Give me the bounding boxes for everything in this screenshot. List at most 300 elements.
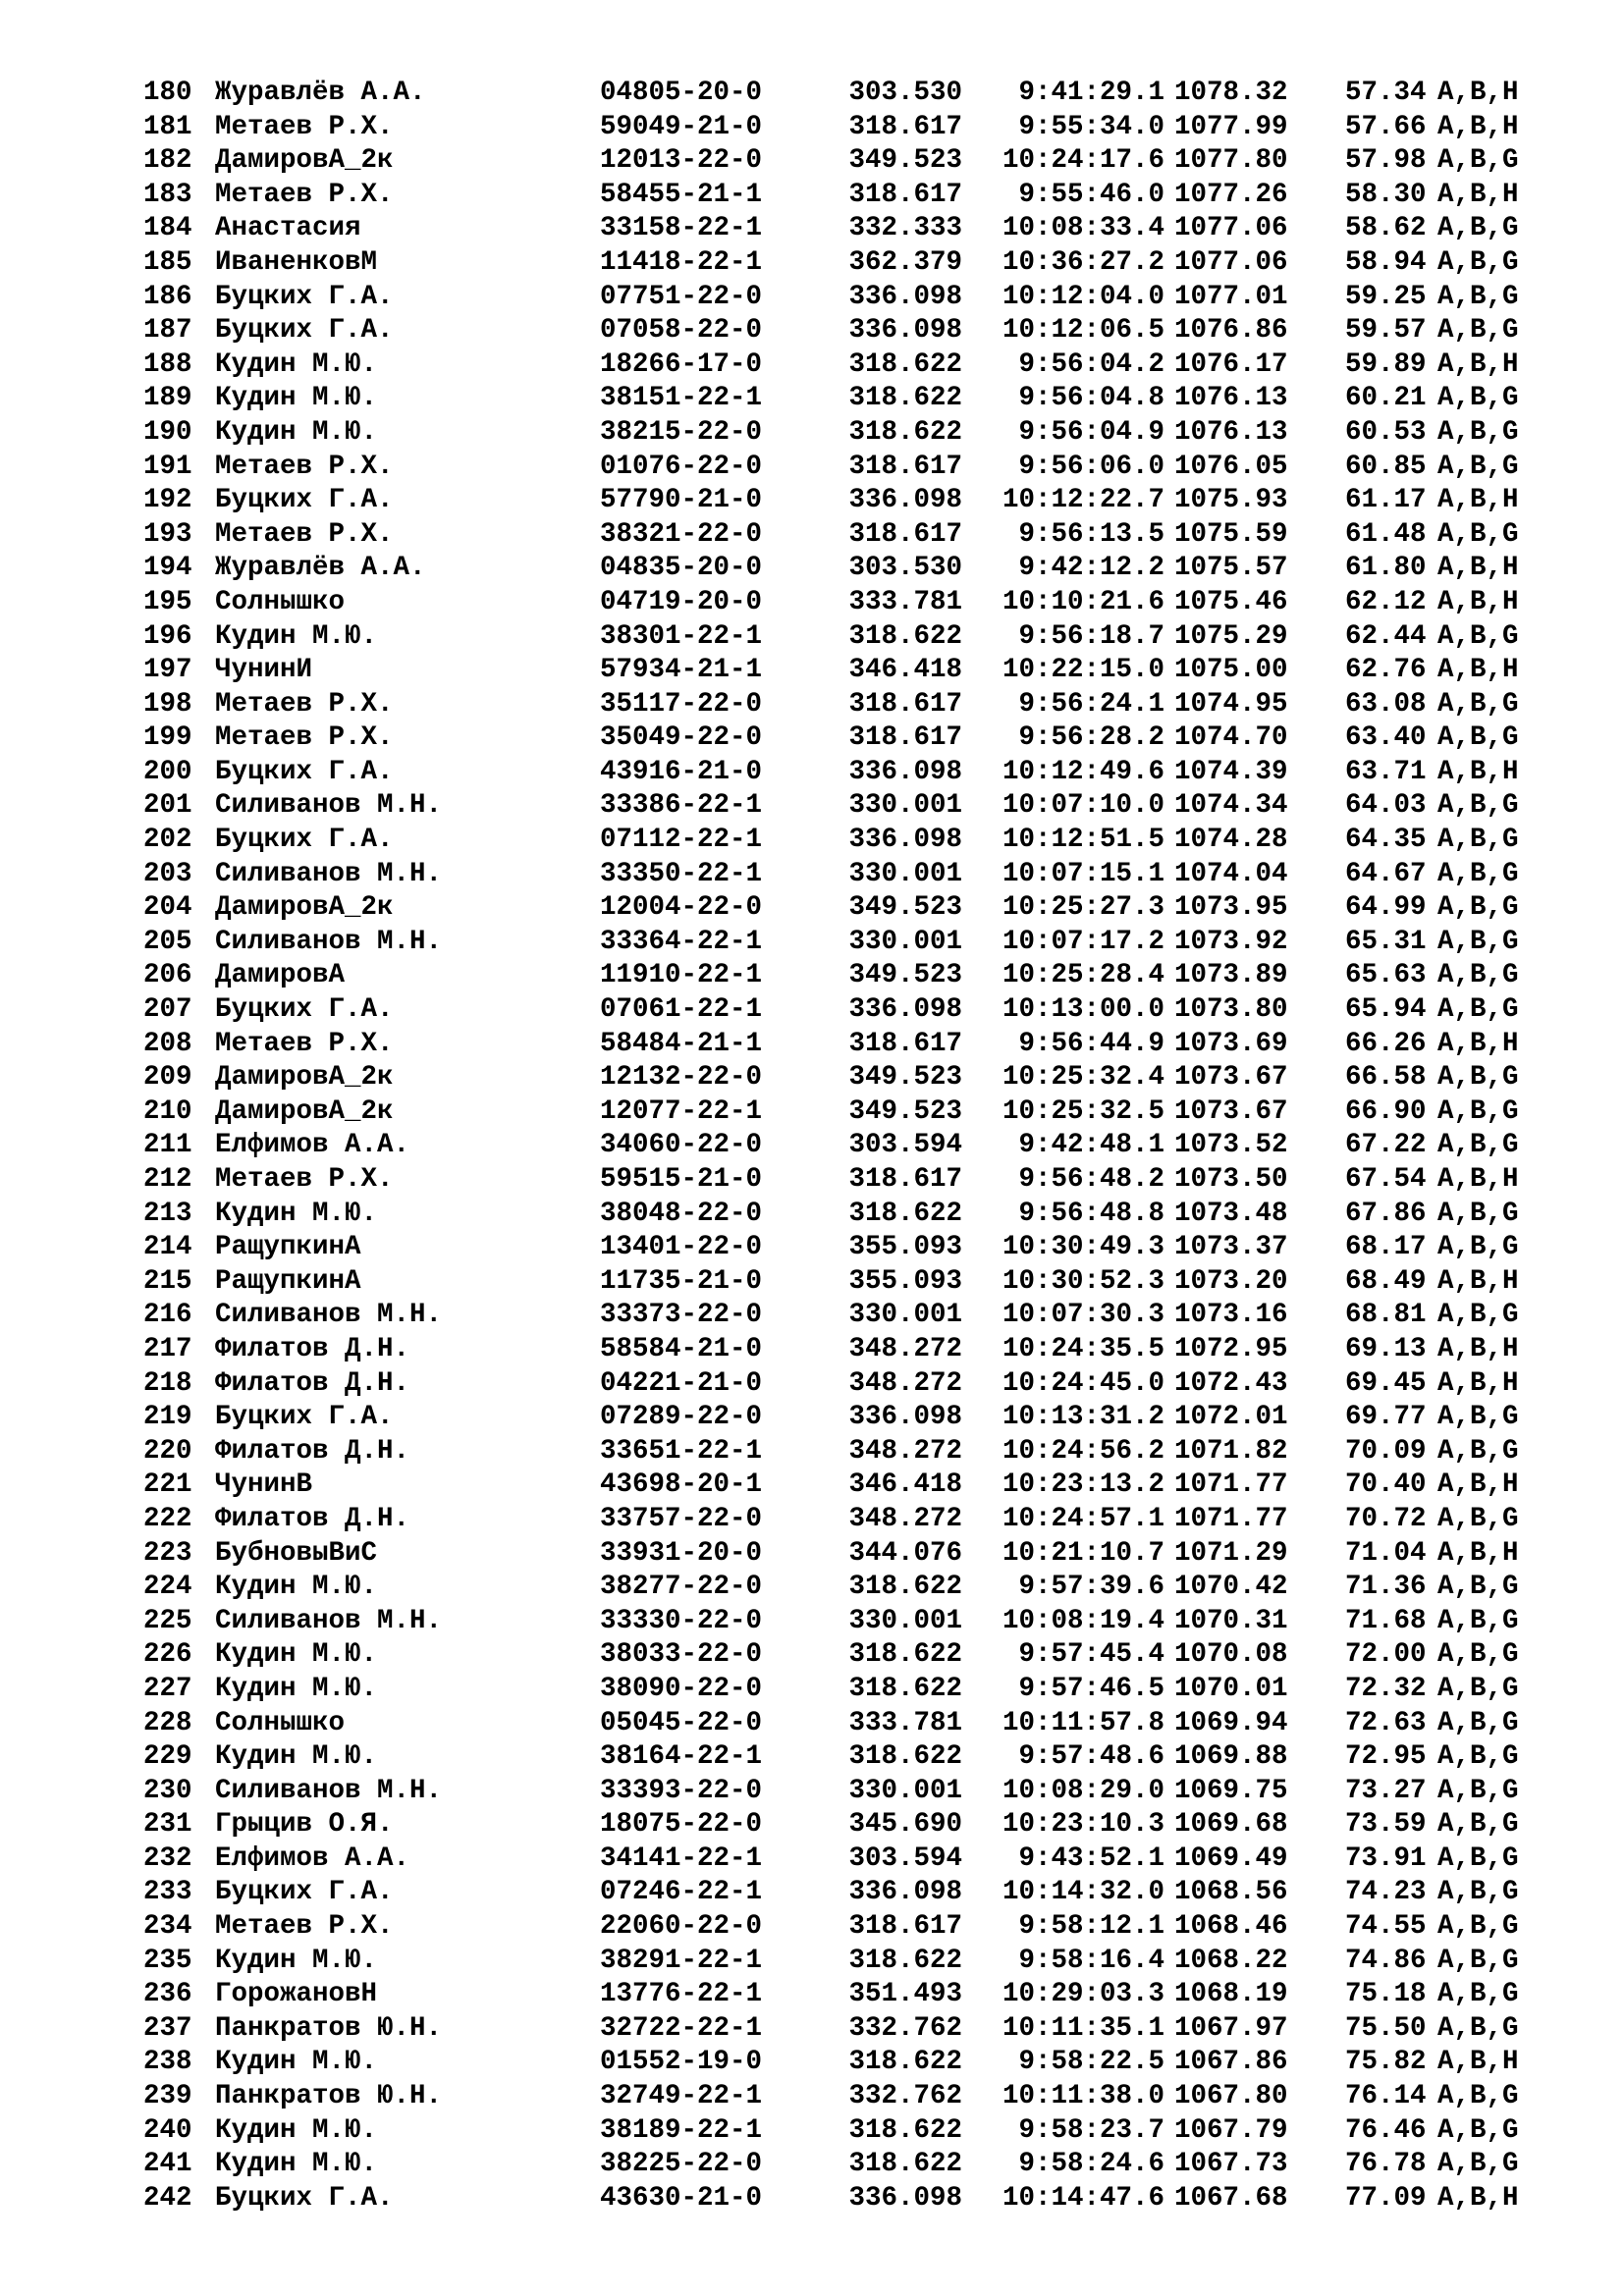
ring-number: 59515-21-0 [600,1164,763,1195]
distance: 330.001 [848,1775,962,1806]
distance: 303.594 [848,1130,962,1161]
coefficient: 68.81 [1345,1300,1427,1331]
place-number: 223 [143,1537,192,1569]
coefficient: 72.95 [1345,1741,1427,1773]
place-number: 236 [143,1979,192,2010]
result-row [0,620,1624,655]
coefficient: 73.91 [1345,1842,1427,1874]
speed: 1073.67 [1174,1062,1288,1094]
coefficient: 65.31 [1345,926,1427,957]
classes: A,B,G [1437,1842,1519,1874]
owner-name: Метаев Р.Х. [215,688,394,720]
result-row [0,1740,1624,1775]
result-row [0,1978,1624,2012]
speed: 1067.73 [1174,2149,1288,2180]
owner-name: Филатов Д.Н. [215,1503,410,1534]
ring-number: 38215-22-0 [600,416,763,448]
speed: 1070.31 [1174,1605,1288,1636]
speed: 1073.48 [1174,1198,1288,1229]
owner-name: ДамировА_2к [215,892,394,924]
classes: A,B,G [1437,1809,1519,1841]
classes: A,B,G [1437,926,1519,957]
result-row [0,144,1624,179]
place-number: 228 [143,1707,192,1738]
owner-name: Буцких Г.А. [215,825,394,856]
arrival-time: 10:24:35.5 [1001,1333,1164,1364]
result-row [0,1945,1624,1979]
result-row [0,484,1624,518]
owner-name: Кудин М.Ю. [215,2047,378,2078]
distance: 336.098 [848,2182,962,2214]
distance: 332.762 [848,2081,962,2112]
place-number: 203 [143,858,192,889]
arrival-time: 10:13:31.2 [1001,1402,1164,1433]
ring-number: 43698-20-1 [600,1469,763,1501]
arrival-time: 10:24:56.2 [1001,1435,1164,1467]
classes: A,B,H [1437,756,1519,787]
ring-number: 01552-19-0 [600,2047,763,2078]
arrival-time: 9:42:48.1 [1018,1130,1164,1161]
result-row [0,926,1624,960]
speed: 1068.22 [1174,1945,1288,1976]
result-row [0,1435,1624,1469]
ring-number: 33364-22-1 [600,926,763,957]
result-row [0,1028,1624,1062]
result-row [0,1198,1624,1232]
result-row [0,314,1624,348]
distance: 318.622 [848,383,962,414]
place-number: 182 [143,145,192,177]
coefficient: 73.59 [1345,1809,1427,1841]
arrival-time: 10:25:27.3 [1001,892,1164,924]
speed: 1073.89 [1174,960,1288,991]
owner-name: Кудин М.Ю. [215,1741,378,1773]
result-row [0,1537,1624,1572]
arrival-time: 10:12:04.0 [1001,281,1164,312]
place-number: 240 [143,2114,192,2146]
speed: 1070.42 [1174,1572,1288,1603]
owner-name: Панкратов Ю.Н. [215,2081,443,2112]
result-row [0,2080,1624,2114]
place-number: 216 [143,1300,192,1331]
distance: 318.617 [848,1911,962,1943]
coefficient: 69.77 [1345,1402,1427,1433]
ring-number: 11910-22-1 [600,960,763,991]
classes: A,B,H [1437,111,1519,142]
speed: 1075.59 [1174,518,1288,550]
distance: 355.093 [848,1232,962,1263]
ring-number: 07751-22-0 [600,281,763,312]
classes: A,B,G [1437,451,1519,482]
result-row [0,1638,1624,1673]
arrival-time: 9:56:04.8 [1018,383,1164,414]
owner-name: Буцких Г.А. [215,994,394,1026]
speed: 1075.57 [1174,553,1288,584]
speed: 1073.50 [1174,1164,1288,1195]
distance: 336.098 [848,825,962,856]
classes: A,B,G [1437,1673,1519,1704]
classes: A,B,G [1437,1503,1519,1534]
coefficient: 72.32 [1345,1673,1427,1704]
distance: 332.762 [848,2012,962,2044]
arrival-time: 10:12:22.7 [1001,485,1164,516]
owner-name: Кудин М.Ю. [215,1639,378,1671]
coefficient: 67.22 [1345,1130,1427,1161]
speed: 1076.86 [1174,315,1288,347]
coefficient: 69.45 [1345,1367,1427,1399]
speed: 1074.34 [1174,790,1288,822]
coefficient: 58.62 [1345,213,1427,244]
owner-name: Кудин М.Ю. [215,383,378,414]
place-number: 215 [143,1265,192,1297]
place-number: 181 [143,111,192,142]
coefficient: 69.13 [1345,1333,1427,1364]
arrival-time: 10:12:49.6 [1001,756,1164,787]
classes: A,B,G [1437,213,1519,244]
speed: 1073.20 [1174,1265,1288,1297]
ring-number: 04835-20-0 [600,553,763,584]
distance: 348.272 [848,1367,962,1399]
arrival-time: 10:23:10.3 [1001,1809,1164,1841]
owner-name: Силиванов М.Н. [215,790,443,822]
distance: 330.001 [848,926,962,957]
result-row [0,789,1624,824]
distance: 318.622 [848,2149,962,2180]
classes: A,B,G [1437,1572,1519,1603]
classes: A,B,G [1437,620,1519,652]
arrival-time: 10:07:10.0 [1001,790,1164,822]
owner-name: Силиванов М.Н. [215,1775,443,1806]
distance: 303.530 [848,553,962,584]
speed: 1067.80 [1174,2081,1288,2112]
place-number: 213 [143,1198,192,1229]
classes: A,B,G [1437,1707,1519,1738]
classes: A,B,G [1437,1639,1519,1671]
speed: 1072.01 [1174,1402,1288,1433]
distance: 318.622 [848,1741,962,1773]
arrival-time: 10:12:51.5 [1001,825,1164,856]
arrival-time: 9:57:45.4 [1018,1639,1164,1671]
classes: A,B,G [1437,688,1519,720]
distance: 318.617 [848,1164,962,1195]
place-number: 229 [143,1741,192,1773]
place-number: 217 [143,1333,192,1364]
classes: A,B,G [1437,315,1519,347]
distance: 336.098 [848,485,962,516]
speed: 1070.01 [1174,1673,1288,1704]
arrival-time: 9:56:48.2 [1018,1164,1164,1195]
distance: 318.622 [848,1572,962,1603]
coefficient: 71.04 [1345,1537,1427,1569]
ring-number: 04221-21-0 [600,1367,763,1399]
owner-name: Метаев Р.Х. [215,1911,394,1943]
place-number: 185 [143,246,192,278]
ring-number: 13401-22-0 [600,1232,763,1263]
coefficient: 60.53 [1345,416,1427,448]
place-number: 237 [143,2012,192,2044]
distance: 336.098 [848,281,962,312]
distance: 318.622 [848,1639,962,1671]
speed: 1073.80 [1174,994,1288,1026]
ring-number: 12132-22-0 [600,1062,763,1094]
result-row [0,1673,1624,1707]
place-number: 209 [143,1062,192,1094]
speed: 1072.43 [1174,1367,1288,1399]
place-number: 225 [143,1605,192,1636]
result-row [0,824,1624,858]
coefficient: 59.89 [1345,348,1427,380]
distance: 348.272 [848,1503,962,1534]
coefficient: 64.67 [1345,858,1427,889]
distance: 318.617 [848,179,962,210]
place-number: 242 [143,2182,192,2214]
result-row [0,1095,1624,1130]
distance: 330.001 [848,858,962,889]
result-row [0,1605,1624,1639]
distance: 351.493 [848,1979,962,2010]
ring-number: 33386-22-1 [600,790,763,822]
place-number: 190 [143,416,192,448]
owner-name: Солнышко [215,1707,346,1738]
coefficient: 75.50 [1345,2012,1427,2044]
ring-number: 32722-22-1 [600,2012,763,2044]
owner-name: Кудин М.Ю. [215,348,378,380]
arrival-time: 9:58:22.5 [1018,2047,1164,2078]
classes: A,B,G [1437,1605,1519,1636]
ring-number: 38164-22-1 [600,1741,763,1773]
coefficient: 59.25 [1345,281,1427,312]
ring-number: 33350-22-1 [600,858,763,889]
owner-name: РащупкинА [215,1265,361,1297]
ring-number: 18266-17-0 [600,348,763,380]
arrival-time: 10:07:17.2 [1001,926,1164,957]
place-number: 194 [143,553,192,584]
place-number: 192 [143,485,192,516]
owner-name: Кудин М.Ю. [215,416,378,448]
result-row [0,1707,1624,1741]
result-row [0,654,1624,688]
result-row [0,586,1624,620]
arrival-time: 9:58:16.4 [1018,1945,1164,1976]
distance: 345.690 [848,1809,962,1841]
ring-number: 38189-22-1 [600,2114,763,2146]
result-row [0,416,1624,451]
owner-name: Буцких Г.А. [215,756,394,787]
arrival-time: 9:56:04.9 [1018,416,1164,448]
coefficient: 76.14 [1345,2081,1427,2112]
arrival-time: 10:10:21.6 [1001,586,1164,617]
distance: 332.333 [848,213,962,244]
arrival-time: 10:21:10.7 [1001,1537,1164,1569]
result-row [0,2148,1624,2182]
speed: 1068.56 [1174,1877,1288,1908]
arrival-time: 10:25:28.4 [1001,960,1164,991]
place-number: 239 [143,2081,192,2112]
ring-number: 38301-22-1 [600,620,763,652]
speed: 1077.06 [1174,213,1288,244]
ring-number: 11418-22-1 [600,246,763,278]
result-row [0,2114,1624,2149]
owner-name: Метаев Р.Х. [215,518,394,550]
ring-number: 59049-21-0 [600,111,763,142]
owner-name: ДамировА_2к [215,145,394,177]
result-row [0,281,1624,315]
result-row [0,1299,1624,1333]
distance: 333.781 [848,586,962,617]
classes: A,B,G [1437,1300,1519,1331]
coefficient: 57.66 [1345,111,1427,142]
arrival-time: 9:57:46.5 [1018,1673,1164,1704]
speed: 1076.13 [1174,416,1288,448]
ring-number: 33393-22-0 [600,1775,763,1806]
distance: 318.617 [848,688,962,720]
ring-number: 07246-22-1 [600,1877,763,1908]
owner-name: Панкратов Ю.Н. [215,2012,443,2044]
speed: 1069.49 [1174,1842,1288,1874]
classes: A,B,H [1437,1028,1519,1059]
speed: 1077.26 [1174,179,1288,210]
place-number: 204 [143,892,192,924]
arrival-time: 10:11:38.0 [1001,2081,1164,2112]
result-row [0,1265,1624,1300]
classes: A,B,G [1437,960,1519,991]
speed: 1073.92 [1174,926,1288,957]
owner-name: Силиванов М.Н. [215,1300,443,1331]
arrival-time: 10:12:06.5 [1001,315,1164,347]
place-number: 188 [143,348,192,380]
result-row [0,77,1624,111]
result-row [0,552,1624,586]
ring-number: 38090-22-0 [600,1673,763,1704]
speed: 1076.13 [1174,383,1288,414]
ring-number: 33330-22-0 [600,1605,763,1636]
ring-number: 35117-22-0 [600,688,763,720]
distance: 348.272 [848,1435,962,1467]
ring-number: 38321-22-0 [600,518,763,550]
coefficient: 58.94 [1345,246,1427,278]
owner-name: Елфимов А.А. [215,1130,410,1161]
result-row [0,1808,1624,1842]
arrival-time: 10:08:29.0 [1001,1775,1164,1806]
arrival-time: 10:11:35.1 [1001,2012,1164,2044]
ring-number: 04805-20-0 [600,78,763,108]
speed: 1075.46 [1174,586,1288,617]
coefficient: 62.76 [1345,655,1427,686]
arrival-time: 9:58:24.6 [1018,2149,1164,2180]
coefficient: 70.40 [1345,1469,1427,1501]
classes: A,B,G [1437,1945,1519,1976]
place-number: 207 [143,994,192,1026]
result-row [0,959,1624,993]
owner-name: Метаев Р.Х. [215,179,394,210]
coefficient: 62.12 [1345,586,1427,617]
coefficient: 66.26 [1345,1028,1427,1059]
place-number: 218 [143,1367,192,1399]
arrival-time: 10:24:17.6 [1001,145,1164,177]
result-row [0,993,1624,1028]
distance: 336.098 [848,315,962,347]
coefficient: 76.46 [1345,2114,1427,2146]
owner-name: ИваненковМ [215,246,378,278]
speed: 1071.77 [1174,1503,1288,1534]
coefficient: 67.54 [1345,1164,1427,1195]
owner-name: ГорожановН [215,1979,378,2010]
place-number: 206 [143,960,192,991]
results-list [0,77,1624,2216]
distance: 355.093 [848,1265,962,1297]
owner-name: РащупкинА [215,1232,361,1263]
speed: 1077.01 [1174,281,1288,312]
owner-name: Елфимов А.А. [215,1842,410,1874]
place-number: 199 [143,722,192,754]
arrival-time: 9:56:28.2 [1018,722,1164,754]
owner-name: Буцких Г.А. [215,281,394,312]
ring-number: 05045-22-0 [600,1707,763,1738]
arrival-time: 10:29:03.3 [1001,1979,1164,2010]
speed: 1073.69 [1174,1028,1288,1059]
distance: 336.098 [848,1402,962,1433]
distance: 318.622 [848,1673,962,1704]
arrival-time: 9:56:18.7 [1018,620,1164,652]
distance: 318.617 [848,518,962,550]
classes: A,B,G [1437,892,1519,924]
place-number: 180 [143,78,192,108]
classes: A,B,H [1437,2182,1519,2214]
ring-number: 35049-22-0 [600,722,763,754]
coefficient: 57.34 [1345,78,1427,108]
owner-name: Метаев Р.Х. [215,111,394,142]
coefficient: 61.80 [1345,553,1427,584]
ring-number: 12077-22-1 [600,1095,763,1127]
arrival-time: 9:55:34.0 [1018,111,1164,142]
arrival-time: 9:57:39.6 [1018,1572,1164,1603]
coefficient: 64.99 [1345,892,1427,924]
classes: A,B,G [1437,1062,1519,1094]
owner-name: Филатов Д.Н. [215,1333,410,1364]
place-number: 198 [143,688,192,720]
ring-number: 33757-22-0 [600,1503,763,1534]
distance: 318.617 [848,1028,962,1059]
classes: A,B,H [1437,1367,1519,1399]
result-row [0,212,1624,246]
result-row [0,1876,1624,1910]
coefficient: 72.63 [1345,1707,1427,1738]
place-number: 212 [143,1164,192,1195]
classes: A,B,H [1437,78,1519,108]
place-number: 234 [143,1911,192,1943]
classes: A,B,G [1437,281,1519,312]
owner-name: Силиванов М.Н. [215,926,443,957]
place-number: 189 [143,383,192,414]
ring-number: 07112-22-1 [600,825,763,856]
classes: A,B,H [1437,1537,1519,1569]
arrival-time: 9:56:44.9 [1018,1028,1164,1059]
result-row [0,1231,1624,1265]
ring-number: 38151-22-1 [600,383,763,414]
arrival-time: 10:30:49.3 [1001,1232,1164,1263]
coefficient: 64.03 [1345,790,1427,822]
ring-number: 34060-22-0 [600,1130,763,1161]
owner-name: Метаев Р.Х. [215,1164,394,1195]
distance: 346.418 [848,655,962,686]
distance: 330.001 [848,1300,962,1331]
classes: A,B,G [1437,722,1519,754]
owner-name: ЧунинИ [215,655,313,686]
arrival-time: 10:25:32.4 [1001,1062,1164,1094]
speed: 1074.04 [1174,858,1288,889]
result-row [0,756,1624,790]
owner-name: Силиванов М.Н. [215,858,443,889]
